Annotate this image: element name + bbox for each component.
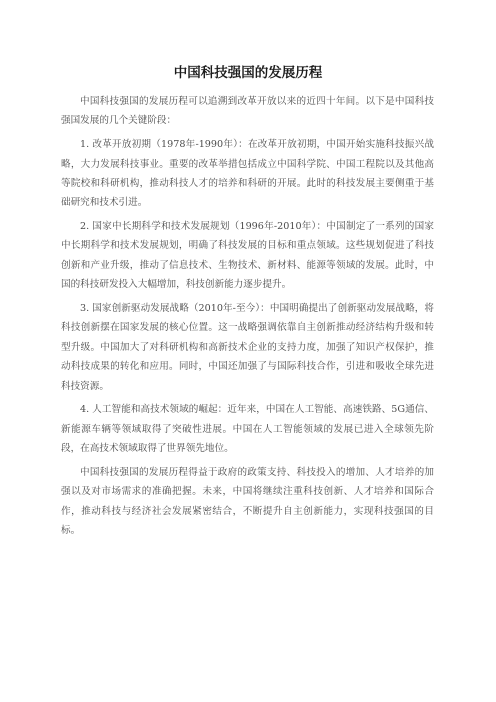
stage-3-paragraph: 3. 国家创新驱动发展战略（2010年-至今）：中国明确提出了创新驱动发展战略，将科技创新摆在国家发展的核心位置。这一战略强调依靠自主创新推动经济结构升级和转型升级。中国加大了对科研机构和高新技术企业的支持力度，加强了知识产权保护，推动科技成果的转化和应用。同时，中国还加强了与国际科技合作，引进和吸收全球先进科技资源。	[61, 302, 434, 392]
conclusion-paragraph: 中国科技强国的发展历程得益于政府的政策支持、科技投入的增加、人才培养的加强以及对市场需求的准确把握。未来，中国将继续注重科技创新、人才培养和国际合作，推动科技与经济社会发展紧密结合，不断提升自主创新能力，实现科技强国的目标。	[61, 466, 434, 537]
document-title: 中国科技强国的发展历程	[173, 65, 323, 81]
stage-4-paragraph: 4. 人工智能和高技术领域的崛起：近年来，中国在人工智能、高速铁路、5G通信、新能源车辆等领域取得了突破性进展。中国在人工智能领域的发展已进入全球领先阶段，在高技术领域取得了世界领先地位。	[61, 404, 434, 455]
stage-1-paragraph: 1. 改革开放初期（1978年-1990年）：在改革开放初期，中国开始实施科技振兴战略，大力发展科技事业。重要的改革举措包括成立中国科学院、中国工程院以及其他高等院校和科研机构，推动科技人才的培养和科研的开展。此时的科技发展主要侧重于基础研究和技术引进。	[61, 139, 434, 209]
stage-2-paragraph: 2. 国家中长期科学和技术发展规划（1996年-2010年）：中国制定了一系列的国家中长期科学和技术发展规划，明确了科技发展的目标和重点领域。这些规划促进了科技创新和产业升级，推动了信息技术、生物技术、新材料、能源等领域的发展。此时，中国的科技研发投入大幅增加，科技创新能力逐步提升。	[61, 221, 434, 291]
intro-paragraph: 中国科技强国的发展历程可以追溯到改革开放以来的近四十年间。以下是中国科技强国发展的几个关键阶段：	[61, 96, 434, 127]
document-body	[61, 92, 434, 545]
